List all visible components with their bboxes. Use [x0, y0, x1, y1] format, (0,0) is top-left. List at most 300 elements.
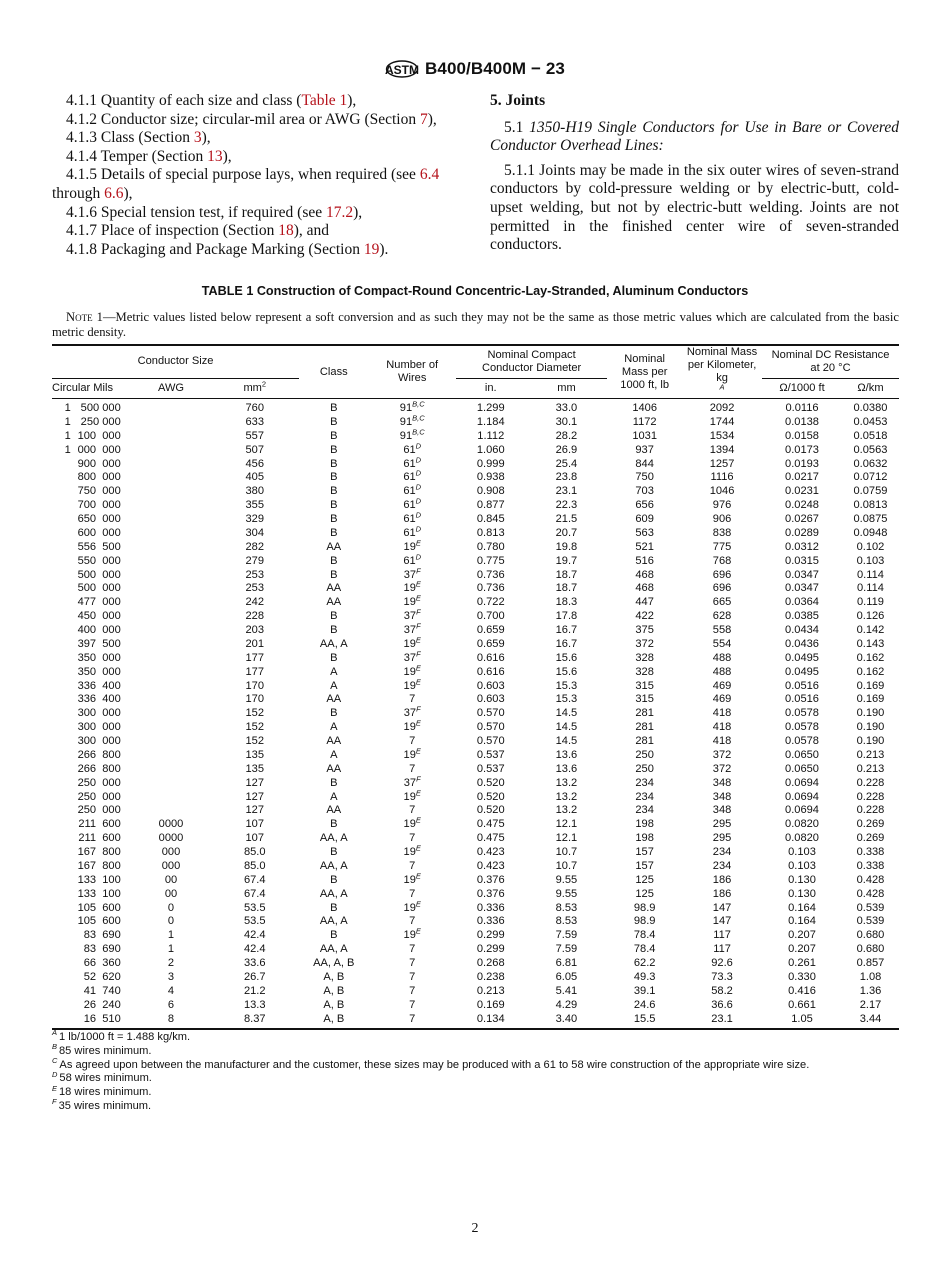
- cell-diameter-in: 0.659: [476, 637, 505, 650]
- cell-mass-lb: 281: [635, 735, 654, 747]
- cell-mm2: 127: [245, 790, 265, 803]
- cell-resistance-ft: 0.0434: [785, 624, 819, 636]
- cell-resistance-km: 0.103: [856, 554, 885, 567]
- cell-wires: $19^E$: [403, 538, 421, 553]
- cell-diameter-in: 0.845: [476, 513, 505, 525]
- header-ohm-per-1000ft: Ω/1000 ft: [762, 378, 842, 398]
- cell-mass-kg: 1116: [710, 471, 734, 484]
- cell-awg: [132, 555, 211, 569]
- cell-wires: 7: [409, 970, 416, 983]
- section-7-link[interactable]: 7: [419, 110, 428, 128]
- cell-diameter-mm: 19.8: [555, 540, 578, 553]
- cell-mass-lb: 563: [635, 526, 654, 539]
- cell-circular-mils: 167 800: [77, 859, 121, 872]
- cell-mass-kg: 372: [712, 748, 732, 761]
- cell-resistance-ft: 0.0347: [785, 568, 819, 581]
- cell-resistance-km: 0.228: [856, 804, 885, 817]
- cell-resistance-km: 0.0712: [853, 471, 888, 484]
- cell-diameter-in: 0.570: [476, 721, 505, 734]
- cell-circular-mils: 133 100: [77, 873, 121, 886]
- cell-resistance-ft: 1.05: [762, 1013, 842, 1030]
- cell-mm2: 507: [245, 443, 265, 456]
- cell-resistance-ft: 0.330: [788, 970, 816, 983]
- cell-diameter-in: 0.520: [476, 776, 505, 789]
- cell-awg: [132, 791, 211, 805]
- table-row: [52, 985, 899, 999]
- cell-mass-lb: 234: [635, 776, 654, 789]
- cell-mass-kg: 628: [712, 610, 732, 623]
- table-row: [52, 957, 899, 971]
- cell-diameter-in: 0.169: [476, 998, 505, 1011]
- cell-awg: 0000: [158, 818, 184, 831]
- header-mm: mm: [526, 378, 608, 398]
- cell-wires: 7: [409, 693, 416, 706]
- table-row: [52, 569, 899, 583]
- cell-class: A: [330, 665, 338, 678]
- section-19-link[interactable]: 19: [363, 240, 380, 258]
- footnote: $^E$ 18 wires minimum.: [52, 1083, 152, 1099]
- cell-circular-mils: 250 000: [77, 790, 121, 803]
- cell-mass-kg: 147: [712, 915, 732, 928]
- cell-mass-kg: 418: [712, 707, 732, 720]
- cell-mm2: 135: [245, 762, 265, 775]
- header-awg: AWG: [132, 378, 211, 398]
- cell-awg: [132, 666, 211, 680]
- table-row: [52, 832, 899, 846]
- cell-diameter-in: 0.376: [476, 873, 505, 886]
- cell-mass-lb: 844: [635, 457, 654, 470]
- cell-awg: [132, 499, 211, 513]
- cell-mass-lb: 281: [635, 707, 654, 720]
- cell-mass-lb: 98.9: [633, 901, 656, 914]
- cell-wires: 7: [409, 943, 416, 956]
- cell-mass-kg: 348: [712, 776, 732, 789]
- cell-diameter-in: 1.060: [476, 443, 505, 456]
- cell-circular-mils: 105 600: [77, 915, 121, 928]
- cell-wires: 7: [409, 998, 416, 1011]
- cell-diameter-in: 0.238: [476, 970, 505, 983]
- cell-awg: 0: [167, 915, 175, 928]
- cell-wires: 7: [409, 887, 416, 900]
- table-row: [52, 471, 899, 485]
- cell-mass-lb: 49.3: [633, 970, 656, 983]
- cell-mass-kg: 186: [712, 873, 732, 886]
- cell-class: AA: [326, 693, 342, 706]
- table-row: [52, 596, 899, 610]
- cell-mass-kg: 906: [712, 513, 732, 525]
- cell-class: B: [330, 471, 338, 484]
- cell-awg: [132, 721, 211, 735]
- cell-resistance-ft: 0.0516: [785, 679, 819, 692]
- table-row: [52, 721, 899, 735]
- cell-class: AA: [326, 762, 342, 775]
- cell-mass-kg: 73.3: [711, 970, 733, 983]
- table-row: [52, 818, 899, 832]
- cell-mass-kg: 2092: [709, 402, 735, 414]
- ordering-info-list: [52, 92, 462, 259]
- cell-resistance-km: 0.228: [856, 790, 885, 803]
- table-row: [52, 846, 899, 860]
- cell-mm2: 135: [245, 748, 265, 761]
- cell-resistance-km: 0.0948: [853, 526, 888, 539]
- cell-resistance-km: 0.0632: [853, 457, 888, 470]
- cell-mm2: 201: [245, 637, 265, 650]
- cell-mass-kg: 117: [713, 929, 731, 942]
- cell-resistance-km: 0.190: [856, 707, 885, 720]
- cell-circular-mils: 66 360: [83, 957, 121, 969]
- cell-resistance-ft: 0.261: [788, 957, 816, 969]
- cell-circular-mils: 26 240: [83, 998, 121, 1011]
- cell-mass-kg: 36.6: [711, 998, 733, 1011]
- cell-wires: 7: [409, 804, 416, 817]
- cell-mass-kg: 147: [712, 901, 732, 914]
- cell-resistance-ft: 0.164: [788, 915, 816, 928]
- cell-resistance-ft: 0.0138: [785, 415, 819, 428]
- cell-circular-mils: 300 000: [77, 735, 121, 747]
- cell-class: B: [330, 485, 338, 498]
- footnote: $^F$ 35 wires minimum.: [52, 1097, 152, 1112]
- cell-mass-lb: 1172: [632, 415, 657, 428]
- cell-diameter-in: 0.537: [476, 762, 505, 775]
- cell-awg: 8: [132, 1013, 211, 1030]
- cell-resistance-ft: 0.0173: [785, 443, 819, 456]
- cell-wires: $61^D$: [403, 440, 422, 456]
- cell-mass-kg: 348: [712, 790, 732, 803]
- cell-wires: 7: [409, 735, 416, 747]
- table-row: [52, 777, 899, 791]
- cell-awg: [132, 527, 211, 541]
- cell-circular-mils: 1 000 000: [64, 443, 121, 456]
- cell-mass-lb: 234: [635, 790, 654, 803]
- cell-class: AA, A: [319, 915, 348, 928]
- cell-resistance-ft: 0.0217: [785, 471, 819, 484]
- cell-mass-lb: 468: [635, 568, 654, 581]
- table-body: [52, 399, 899, 1030]
- cell-circular-mils: 350 000: [77, 665, 121, 678]
- cell-class: B: [330, 568, 338, 581]
- cell-mm2: 152: [245, 721, 265, 734]
- cell-diameter-mm: 26.9: [555, 443, 578, 456]
- cell-wires: $19^E$: [403, 746, 421, 761]
- cell-wires: $91^{B,C}$: [399, 427, 425, 442]
- cell-mm2: 329: [245, 513, 265, 525]
- table-row: [52, 541, 899, 555]
- section-18-link[interactable]: 18: [278, 222, 294, 240]
- section-13-link[interactable]: 13: [207, 147, 223, 165]
- section-17-2-link[interactable]: 17.2: [325, 203, 354, 221]
- cell-awg: [132, 513, 211, 527]
- cell-resistance-ft: 0.0578: [785, 707, 819, 720]
- cell-awg: 4: [167, 984, 175, 997]
- cell-mass-kg: 1257: [709, 457, 735, 470]
- table-row: [52, 638, 899, 652]
- cell-diameter-mm: 21.5: [555, 513, 578, 525]
- cell-class: AA: [326, 540, 342, 553]
- cell-resistance-km: 0.190: [856, 721, 885, 734]
- cell-diameter-in: 0.722: [476, 596, 505, 609]
- cell-class: AA: [326, 735, 342, 747]
- table-row: [52, 693, 899, 707]
- cell-mass-lb: 609: [635, 513, 654, 525]
- cell-circular-mils: 167 800: [77, 846, 121, 858]
- table-row: [52, 888, 899, 902]
- cell-mm2: 42.4: [243, 929, 266, 942]
- cell-wires: $19^E$: [403, 593, 421, 609]
- cell-circular-mils: 336 400: [77, 679, 121, 692]
- cell-mm2: 107: [245, 832, 265, 845]
- cell-diameter-mm: 5.41: [555, 984, 578, 997]
- cell-diameter-in: 1.112: [477, 429, 505, 442]
- cell-awg: [132, 399, 211, 416]
- cell-diameter-mm: 9.55: [555, 873, 578, 886]
- cell-resistance-km: 0.680: [856, 943, 885, 956]
- cell-awg: [132, 471, 211, 485]
- cell-mm2: 633: [245, 415, 265, 428]
- cell-mm2: 53.5: [243, 901, 266, 914]
- cell-class: A: [330, 679, 338, 692]
- section-6-6-link[interactable]: 6.6: [104, 184, 124, 202]
- cell-diameter-mm: 15.6: [555, 651, 578, 664]
- cell-circular-mils: 450 000: [77, 610, 121, 623]
- cell-diameter-in: 0.570: [476, 707, 505, 720]
- cell-class: AA, A: [319, 832, 348, 845]
- cell-mm2: 242: [245, 596, 265, 609]
- cell-mass-lb: 375: [635, 624, 654, 636]
- cell-wires: $37^F$: [403, 704, 421, 720]
- table-row: [52, 555, 899, 569]
- cell-diameter-in: 0.213: [476, 984, 505, 997]
- cell-mm2: 26.7: [243, 970, 266, 983]
- cell-awg: 00: [164, 887, 178, 900]
- cell-circular-mils: 350 000: [77, 651, 121, 664]
- table-row: [52, 458, 899, 472]
- cell-resistance-km: 0.213: [856, 762, 885, 775]
- section-3-link[interactable]: 3: [193, 129, 202, 147]
- cell-circular-mils: 300 000: [77, 707, 121, 720]
- cell-awg: 2: [167, 957, 175, 969]
- cell-diameter-in: 0.475: [476, 818, 505, 831]
- cell-circular-mils: 211 600: [78, 818, 121, 831]
- cell-wires: $91^{B,C}$: [399, 413, 425, 428]
- cell-class: B: [330, 651, 338, 664]
- cell-class: A: [330, 790, 338, 803]
- cell-resistance-ft: 0.0158: [785, 429, 819, 442]
- cell-resistance-ft: 0.164: [788, 901, 816, 914]
- cell-resistance-ft: 0.0315: [785, 554, 819, 567]
- cell-wires: $37^F$: [403, 621, 421, 636]
- cell-diameter-mm: 15.3: [555, 679, 578, 692]
- cell-resistance-km: 0.0875: [853, 513, 888, 525]
- cell-diameter-in: 0.659: [476, 624, 505, 636]
- cell-wires: $91^{B,C}$: [399, 399, 425, 414]
- cell-resistance-ft: 0.0385: [785, 610, 819, 623]
- list-item: 4.1.1 Quantity of each size and class (Table 1),: [66, 92, 357, 109]
- table-row: [52, 749, 899, 763]
- list-item: 4.1.4 Temper (Section 13),: [66, 147, 232, 165]
- conductor-table: [52, 344, 899, 1030]
- cell-mm2: 253: [245, 582, 265, 595]
- cell-mass-kg: 418: [712, 735, 732, 747]
- cell-mass-kg: 696: [712, 568, 732, 581]
- cell-resistance-km: 0.338: [856, 846, 885, 858]
- cell-resistance-km: 0.428: [856, 873, 885, 886]
- cell-resistance-ft: 0.0267: [785, 513, 819, 525]
- table-row: [52, 582, 899, 596]
- cell-resistance-ft: 0.130: [788, 887, 816, 900]
- cell-diameter-in: 0.775: [476, 554, 505, 567]
- cell-circular-mils: 650 000: [77, 513, 121, 525]
- cell-wires: $61^D$: [403, 524, 422, 539]
- cell-circular-mils: 900 000: [77, 457, 121, 470]
- cell-resistance-km: 0.539: [856, 901, 885, 914]
- cell-circular-mils: 1 100 000: [64, 429, 121, 442]
- cell-resistance-km: 0.114: [857, 582, 884, 595]
- cell-mass-lb: 62.2: [633, 957, 656, 969]
- cell-mm2: 85.0: [243, 846, 266, 858]
- cell-diameter-mm: 13.6: [555, 762, 578, 775]
- cell-mass-kg: 1394: [709, 443, 735, 456]
- table-row: [52, 804, 899, 818]
- table-row: [52, 485, 899, 499]
- cell-mass-kg: 58.2: [711, 984, 733, 997]
- cell-mm2: 177: [245, 665, 265, 678]
- cell-class: B: [330, 526, 338, 539]
- table-row: [52, 513, 899, 527]
- cell-mass-lb: 521: [635, 540, 654, 553]
- cell-class: B: [330, 610, 338, 623]
- cell-circular-mils: 266 800: [77, 748, 121, 761]
- cell-mass-lb: 372: [635, 637, 654, 650]
- cell-wires: $37^F$: [403, 565, 421, 581]
- cell-wires: $19^E$: [403, 871, 421, 886]
- cell-class: B: [330, 776, 338, 789]
- cell-awg: 1: [167, 943, 175, 956]
- cell-wires: 7: [369, 1013, 456, 1030]
- cell-diameter-in: 0.938: [476, 471, 505, 484]
- cell-mass-lb: 98.9: [633, 915, 656, 928]
- header-mass-per-km: Nominal Mass per Kilometer, $kg^A$: [682, 345, 762, 399]
- table-row: [52, 735, 899, 749]
- cell-circular-mils: 477 000: [77, 596, 121, 609]
- cell-mass-kg: 469: [712, 693, 732, 706]
- section-heading: 5. Joints: [490, 92, 546, 109]
- cell-circular-mils: 550 000: [77, 554, 121, 567]
- cell-diameter-in: 0.520: [476, 790, 505, 803]
- cell-wires: 7: [409, 984, 416, 997]
- cell-diameter-mm: 18.3: [555, 596, 578, 609]
- cell-mass-kg: 234: [712, 846, 732, 858]
- table-row: [52, 999, 899, 1013]
- list-item: 4.1.6 Special tension test, if required (see 17.2),: [66, 203, 363, 221]
- cell-diameter-mm: 14.5: [555, 721, 578, 734]
- cell-diameter-mm: 15.6: [555, 665, 578, 678]
- cell-wires: $19^E$: [403, 662, 421, 678]
- cell-mm2: 152: [245, 707, 265, 720]
- cell-mass-lb: 157: [635, 859, 654, 872]
- cell-awg: 3: [167, 970, 175, 983]
- cell-wires: 7: [409, 957, 416, 969]
- cell-resistance-ft: 0.0347: [785, 582, 819, 595]
- cell-awg: [132, 485, 211, 499]
- cell-mass-lb: 78.4: [633, 929, 656, 942]
- cell-diameter-in: 0.299: [476, 929, 505, 942]
- cell-mm2: 282: [245, 540, 265, 553]
- table-row: [52, 624, 899, 638]
- cell-mass-lb: 328: [635, 665, 654, 678]
- cell-mass-kg: 372: [712, 762, 732, 775]
- cell-diameter-mm: 13.2: [555, 790, 578, 803]
- cell-mass-kg: 488: [712, 665, 732, 678]
- cell-resistance-km: 0.142: [856, 624, 885, 636]
- cell-diameter-in: 0.877: [476, 499, 505, 512]
- cell-class: A, B: [323, 984, 345, 997]
- cell-awg: [132, 777, 211, 791]
- cell-diameter-mm: 18.7: [555, 582, 578, 595]
- cell-class: B: [330, 402, 338, 414]
- cell-circular-mils: 750 000: [77, 485, 121, 498]
- cell-mass-lb: 315: [635, 693, 654, 706]
- cell-circular-mils: 800 000: [77, 471, 121, 484]
- cell-resistance-ft: 0.0436: [785, 637, 819, 650]
- cell-awg: [132, 763, 211, 777]
- cell-diameter-in: 0.475: [476, 832, 505, 845]
- cell-mass-lb: 703: [635, 485, 654, 498]
- cell-mm2: 405: [245, 471, 265, 484]
- cell-mass-lb: 468: [635, 582, 654, 595]
- cell-resistance-ft: 0.207: [788, 929, 816, 942]
- cell-class: A, B: [323, 970, 345, 983]
- cell-awg: 1: [167, 929, 175, 942]
- cell-diameter-in: 0.999: [476, 457, 505, 470]
- cell-mass-lb: 125: [635, 887, 654, 900]
- cell-resistance-km: 0.213: [856, 748, 885, 761]
- cell-wires: $61^D$: [403, 510, 422, 525]
- table-row: [52, 610, 899, 624]
- cell-mass-lb: 328: [635, 651, 654, 664]
- cell-mass-kg: 976: [712, 499, 732, 512]
- cell-awg: [132, 458, 211, 472]
- table-row: [52, 929, 899, 943]
- cell-wires: $37^F$: [403, 607, 421, 623]
- cell-mass-lb: 656: [635, 499, 654, 512]
- cell-mm2: 13.3: [243, 998, 266, 1011]
- cell-class: AA: [326, 804, 342, 817]
- list-item: 4.1.3 Class (Section 3),: [66, 129, 211, 147]
- cell-circular-mils: 83 690: [83, 929, 121, 942]
- cell-resistance-km: 0.269: [856, 818, 885, 831]
- cell-awg: [132, 582, 211, 596]
- cell-wires: $19^E$: [403, 787, 421, 803]
- cell-wires: $19^E$: [403, 635, 421, 650]
- list-item: 4.1.8 Packaging and Package Marking (Section 19).: [66, 240, 389, 258]
- cell-resistance-ft: 0.0364: [785, 596, 819, 609]
- cell-circular-mils: 500 000: [77, 582, 121, 595]
- cell-mass-lb: 24.6: [633, 998, 656, 1011]
- cell-resistance-ft: 0.0578: [785, 721, 819, 734]
- cell-class: B: [330, 929, 338, 942]
- cell-wires: $61^D$: [403, 496, 422, 512]
- paragraph-5-1-1: 5.1.1 Joints may be made in the six outer wires of seven-strand conductors by cold-pressure welding or by electric-butt, cold-upset welding, but not by electric-butt welding. Joints are not permitted in the finished center wire of seven-stranded conductors.: [490, 161, 899, 254]
- cell-resistance-km: 0.162: [856, 651, 885, 664]
- cell-mm2: 33.6: [243, 957, 266, 969]
- section-6-4-link[interactable]: 6.4: [419, 166, 440, 184]
- cell-diameter-in: 0.813: [476, 526, 505, 539]
- cell-diameter-in: 1.184: [476, 415, 505, 428]
- table-1-link[interactable]: Table 1: [301, 92, 348, 109]
- cell-wires: $61^D$: [403, 482, 422, 498]
- cell-resistance-km: 0.162: [856, 665, 885, 678]
- cell-diameter-in: 0.700: [476, 610, 505, 623]
